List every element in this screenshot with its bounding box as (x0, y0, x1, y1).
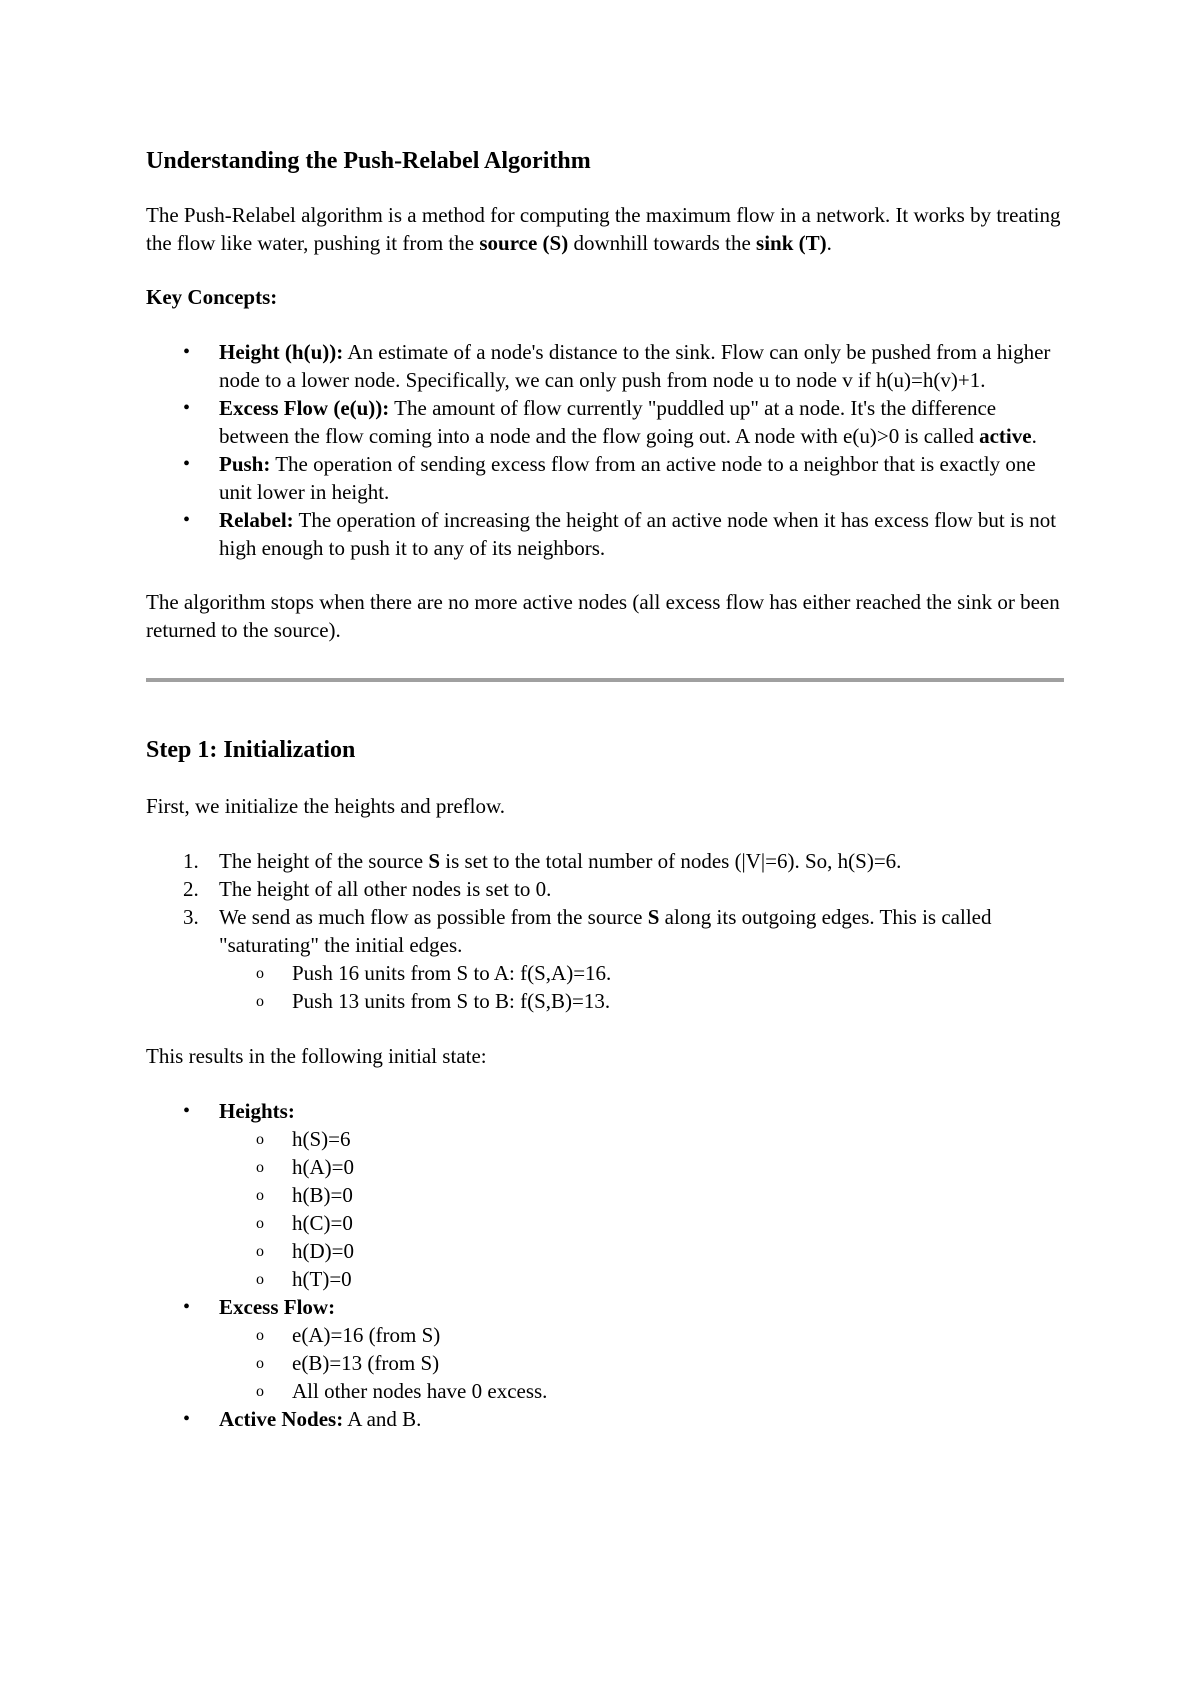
step1-numbered-list (146, 847, 1066, 1015)
item-text: is set to the total number of nodes (|V|=6). So, h(S)=6. (440, 849, 902, 873)
key-concepts-heading: Key Concepts: (146, 285, 278, 309)
step1-item-2 (146, 875, 1066, 903)
concept-active-term: active (979, 424, 1032, 448)
step1-item-1 (146, 847, 1066, 875)
concept-text: The amount of flow currently "puddled up" at a node. It's the difference between the flow coming into a node and the flow going out. A node with e(u)>0 is called (219, 396, 997, 448)
key-concepts-list (146, 338, 1066, 562)
item-bold: S (647, 905, 660, 929)
sublist-item: o h(C)=0 (219, 1209, 1066, 1237)
intro-text-3: . (826, 231, 832, 255)
concept-term: Excess Flow (e(u)): (219, 396, 390, 420)
concept-push (146, 450, 1066, 506)
excess-sublist (219, 1321, 1066, 1405)
intro-paragraph (146, 201, 1066, 257)
state-label: Heights: (219, 1099, 295, 1123)
heights-sublist (219, 1125, 1066, 1293)
concept-height (146, 338, 1066, 394)
concept-text: The operation of sending excess flow from an active node to a neighbor that is exactly one unit lower in height. (219, 452, 1036, 504)
list-number: 2. (183, 877, 199, 901)
state-active-nodes (146, 1405, 1066, 1433)
sublist-item: o e(B)=13 (from S) (219, 1349, 1066, 1377)
item-text: The height of all other nodes is set to 0. (219, 877, 552, 901)
horizontal-divider (146, 678, 1064, 682)
item-text: We send as much flow as possible from the source (219, 905, 648, 929)
sublist-item: o h(A)=0 (219, 1153, 1066, 1181)
initial-state-list (146, 1097, 1066, 1433)
concept-term: Relabel: (219, 508, 294, 532)
sublist-item: o h(S)=6 (219, 1125, 1066, 1153)
state-label: Excess Flow: (219, 1295, 336, 1319)
page-title: Understanding the Push-Relabel Algorithm (146, 148, 591, 174)
intro-source-term: source (S) (479, 231, 569, 255)
concept-term: Height (h(u)): (219, 340, 344, 364)
sublist-item: o Push 16 units from S to A: f(S,A)=16. (219, 959, 1066, 987)
sublist-item: o All other nodes have 0 excess. (219, 1377, 1066, 1405)
conclusion-paragraph: The algorithm stops when there are no more active nodes (all excess flow has either reached the sink or been returned to the source). (146, 590, 1060, 642)
step1-intro: First, we initialize the heights and preflow. (146, 794, 506, 818)
state-label: Active Nodes: (219, 1407, 344, 1431)
push-sublist (219, 959, 1066, 1015)
intro-text-1: The Push-Relabel algorithm is a method for computing the maximum flow in a network. It works by treating the flow like water, pushing it from the (146, 203, 1061, 255)
intro-sink-term: sink (T) (756, 231, 827, 255)
document-page (146, 140, 1066, 1433)
state-heights (146, 1097, 1066, 1293)
sublist-item: o h(D)=0 (219, 1237, 1066, 1265)
list-number: 1. (183, 849, 199, 873)
sublist-item: o h(B)=0 (219, 1181, 1066, 1209)
step1-item-3 (146, 903, 1066, 1015)
item-bold: S (428, 849, 441, 873)
concept-term: Push: (219, 452, 271, 476)
concept-excess-flow (146, 394, 1066, 450)
sublist-item: o Push 13 units from S to B: f(S,B)=13. (219, 987, 1066, 1015)
item-text: The height of the source (219, 849, 429, 873)
concept-text: An estimate of a node's distance to the sink. Flow can only be pushed from a higher node to a lower node. Specifically, we can only push from node u to node v if h(u)=h(v)+1. (219, 340, 1051, 392)
item-text: along its outgoing edges. This is called "saturating" the initial edges. (219, 905, 992, 957)
sublist-item: o e(A)=16 (from S) (219, 1321, 1066, 1349)
intro-text-2: downhill towards the (568, 231, 757, 255)
state-value: A and B. (343, 1407, 422, 1431)
concept-text: The operation of increasing the height of an active node when it has excess flow but is not high enough to push it to any of its neighbors. (219, 508, 1057, 560)
sublist-item: o h(T)=0 (219, 1265, 1066, 1293)
state-excess-flow (146, 1293, 1066, 1405)
concept-relabel (146, 506, 1066, 562)
list-number: 3. (183, 905, 199, 929)
result-intro: This results in the following initial state: (146, 1044, 487, 1068)
concept-text-end: . (1031, 424, 1037, 448)
step1-title: Step 1: Initialization (146, 737, 356, 763)
